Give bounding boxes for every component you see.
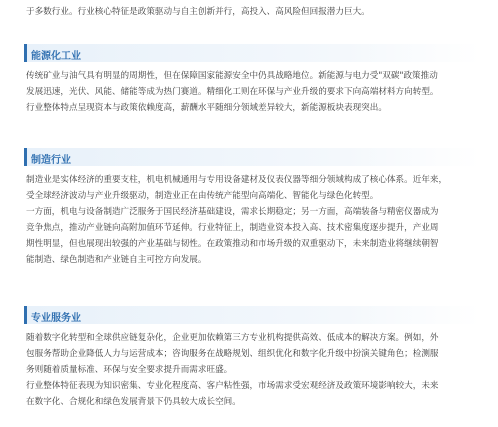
paragraph-line: 行业整体特点呈现资本与政策依赖度高，薪酬水平随细分领域差异较大，新能源板块表现突出。	[26, 103, 387, 113]
paragraph-line: 一方面，机电与设备制造广泛服务于国民经济基础建设，需求长期稳定；另一方面，高端装备与精密仪器成为	[26, 207, 439, 217]
intro-text: 于多数行业。行业核心特征是政策驱动与自主创新并行，高投入、高风险但回报潜力巨大。	[26, 7, 370, 17]
section-title: 制造行业	[31, 155, 71, 166]
section-header-professional-services	[24, 306, 480, 324]
paragraph-line: 受全球经济波动与产业升级驱动，制造业正在由传统产能型向高端化、智能化与绿色化转型。	[26, 191, 379, 201]
section-body-manufacturing	[26, 172, 482, 268]
paragraph-line: 期性明显，但也展现出较强的产业基础与韧性。在政策推动和市场升级的双重驱动下，未来制造业将继续朝智	[26, 239, 439, 249]
paragraph-line: 在数字化、合规化和绿色发展背景下仍具较大成长空间。	[26, 397, 241, 407]
section-header-manufacturing	[24, 148, 480, 166]
paragraph-line: 发展迅速，光伏、风能、储能等成为热门赛道。精细化工则在环保与产业升级的要求下向高端材料方向转型。	[26, 87, 439, 97]
section-body-energy-chemical	[26, 68, 482, 116]
paragraph-line: 行业整体特征表现为知识密集、专业化程度高、客户粘性强，市场需求受宏观经济及政策环境影响较大，未来	[26, 381, 439, 391]
paragraph-line: 随着数字化转型和全球供应链复杂化，企业更加依赖第三方专业机构提供高效、低成本的解决方案。例如，外	[26, 333, 439, 343]
section-body-professional-services	[26, 330, 482, 410]
paragraph-line: 传统矿业与油气具有明显的周期性，但在保障国家能源安全中仍具战略地位。新能源与电力受"双碳"政策推动	[26, 71, 438, 81]
paragraph-line: 能制造、绿色制造和产业链自主可控方向发展。	[26, 255, 207, 265]
section-title: 专业服务业	[31, 313, 81, 324]
paragraph-line: 制造业是实体经济的重要支柱，机电机械通用与专用设备建材及仪表仪器等细分领域构成了核心体系。近年来，	[26, 175, 448, 185]
paragraph-line: 包服务帮助企业降低人力与运营成本；咨询服务在战略规划、组织优化和数字化升级中扮演关键角色；检测服	[26, 349, 439, 359]
paragraph-line: 务则随着质量标准、环保与安全要求提升而需求旺盛。	[26, 365, 233, 375]
section-title: 能源化工业	[31, 51, 81, 62]
section-header-energy-chemical	[24, 44, 480, 62]
paragraph-line: 竞争焦点，推动产业链向高附加值环节延伸。行业特征上，制造业资本投入高、技术密集度逐步提升，产业周	[26, 223, 439, 233]
